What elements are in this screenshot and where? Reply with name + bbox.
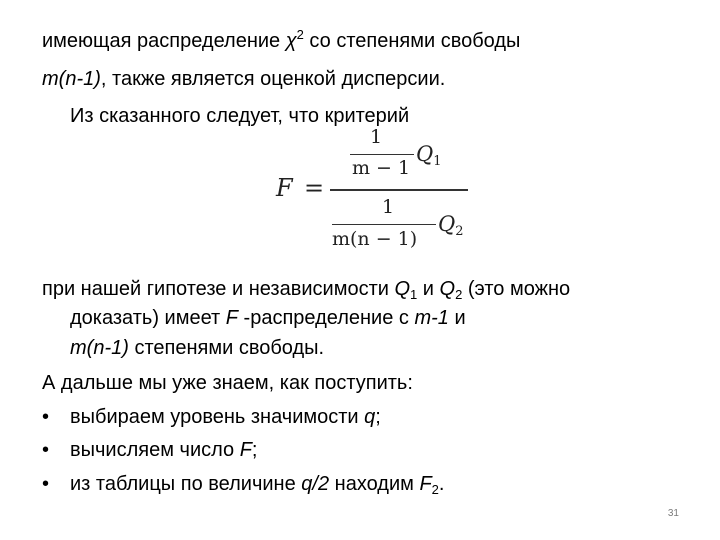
text-span: , также является оценкой дисперсии. <box>100 68 446 90</box>
denominator-denominator: m(n − 1) <box>332 228 418 250</box>
f-symbol: F <box>225 307 238 329</box>
bullet-icon: • <box>42 439 50 461</box>
bullet-icon: • <box>42 406 50 428</box>
f-subscript: 2 <box>431 482 439 497</box>
text-span: вычисляем число <box>70 439 240 461</box>
f-symbol: F <box>239 439 252 461</box>
q-symbol: q/2 <box>301 473 330 495</box>
chi-symbol: χ <box>285 30 297 52</box>
text-span: находим <box>329 473 420 495</box>
q1-term <box>416 142 442 169</box>
text-line-4 <box>42 276 570 302</box>
text-span: выбираем уровень значимости <box>70 406 365 428</box>
text-line-6 <box>70 335 324 361</box>
text-span: ; <box>251 439 258 461</box>
numerator-one: 1 <box>370 126 383 148</box>
q-symbol: Q <box>416 142 434 166</box>
bullet-item-1 <box>42 404 381 430</box>
denominator-one: 1 <box>382 196 395 218</box>
q2-subscript: 2 <box>455 287 463 302</box>
text-span: ; <box>375 406 381 428</box>
bullet-item-2 <box>42 437 257 463</box>
q1-symbol: Q <box>394 278 411 300</box>
text-span: А дальше мы уже знаем, как поступить: <box>42 372 413 394</box>
degrees-expression: m(n-1) <box>70 337 129 359</box>
f-criterion-formula <box>270 126 490 272</box>
q1-subscript: 1 <box>410 287 418 302</box>
degrees-expression: m(n-1) <box>42 68 101 90</box>
q2-term <box>438 212 464 239</box>
numerator-fraction-bar <box>350 154 414 155</box>
page-number: 31 <box>667 508 679 519</box>
f-symbol: F <box>419 473 432 495</box>
text-span: со степенями свободы <box>303 30 521 52</box>
text-line-3 <box>70 103 409 129</box>
q-symbol: q <box>364 406 376 428</box>
q1-subscript: 1 <box>433 154 442 169</box>
bullet-icon: • <box>42 473 50 495</box>
denominator-fraction-bar <box>332 224 436 225</box>
text-line-5 <box>70 305 466 331</box>
q2-subscript: 2 <box>455 224 464 239</box>
text-span: степенями свободы. <box>128 337 325 359</box>
text-line-2 <box>42 66 445 92</box>
formula-equals: = <box>304 174 325 202</box>
text-span: имеющая распределение <box>42 30 286 52</box>
numerator-denominator: m − 1 <box>352 157 411 179</box>
text-span: и <box>448 307 466 329</box>
text-span: (это можно <box>462 278 571 300</box>
chi-superscript: 2 <box>296 27 304 42</box>
formula-lhs: F <box>276 174 293 202</box>
text-span: при нашей гипотезе и независимости <box>42 278 395 300</box>
text-span: и <box>417 278 440 300</box>
main-fraction-bar <box>330 189 468 191</box>
text-span: -распределение с <box>237 307 415 329</box>
formula-denominator <box>332 192 482 272</box>
text-span: . <box>438 473 445 495</box>
text-line-1 <box>42 28 520 54</box>
text-line-7 <box>42 370 413 396</box>
q-symbol: Q <box>438 212 456 236</box>
text-span: доказать) имеет <box>70 307 226 329</box>
formula-numerator <box>350 126 470 188</box>
q2-symbol: Q <box>439 278 456 300</box>
text-span: из таблицы по величине <box>70 473 302 495</box>
text-span: Из сказанного следует, что критерий <box>70 105 410 127</box>
bullet-item-3 <box>42 471 444 497</box>
degrees-expression: m-1 <box>414 307 449 329</box>
